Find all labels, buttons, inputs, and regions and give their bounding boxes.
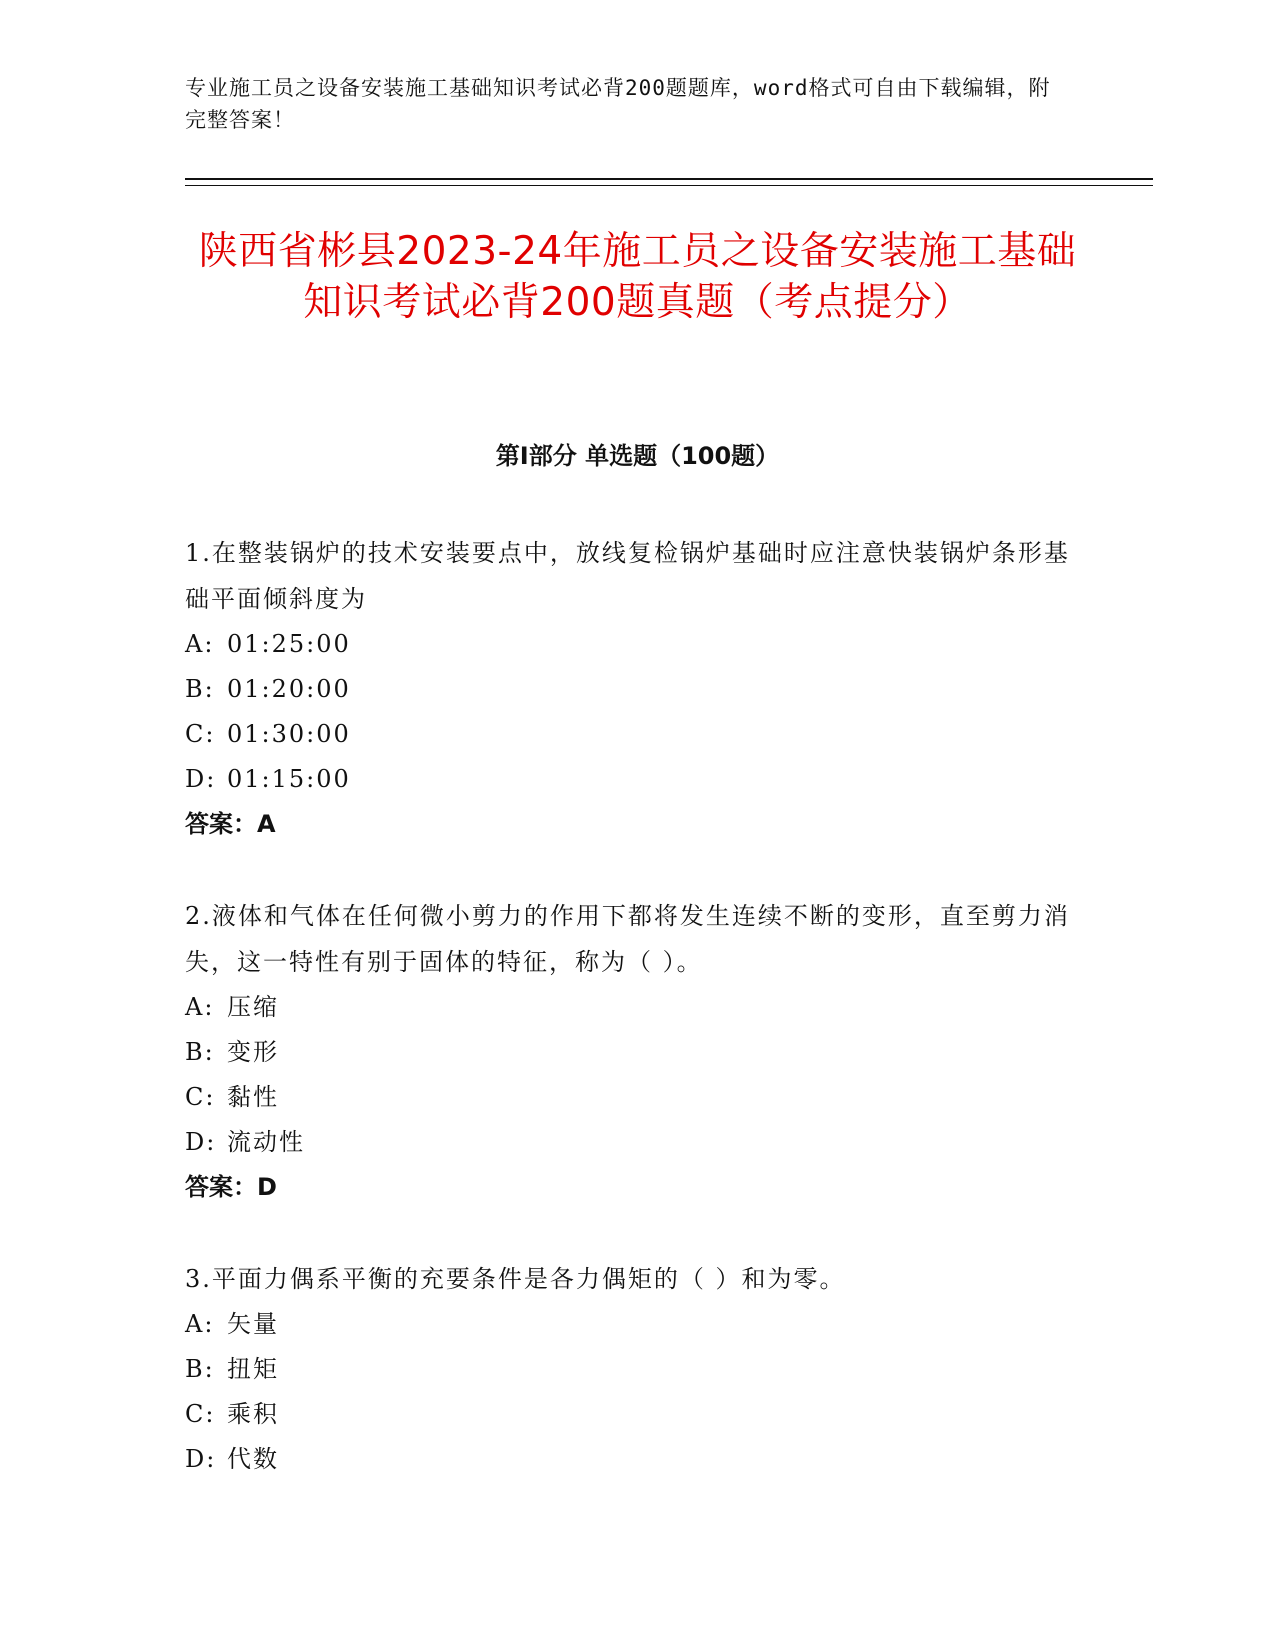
option-text: 乘积	[227, 1400, 279, 1428]
question-2	[185, 893, 1075, 1210]
option-letter: C:	[185, 1083, 216, 1111]
option-letter: C:	[185, 1400, 216, 1428]
option-text: 扭矩	[227, 1355, 279, 1383]
option-text: 01:15:00	[227, 765, 351, 793]
option-text: 01:25:00	[227, 630, 351, 658]
document-title: 陕西省彬县2023-24年施工员之设备安装施工基础知识考试必背200题真题（考点提分）	[198, 229, 1077, 325]
option-text: 压缩	[227, 993, 279, 1021]
option-d	[185, 757, 1075, 802]
option-a	[185, 1302, 1075, 1347]
option-c	[185, 1075, 1075, 1120]
question-3	[185, 1256, 1075, 1482]
option-letter: A:	[185, 993, 215, 1021]
option-a	[185, 985, 1075, 1030]
option-text: 流动性	[227, 1128, 305, 1156]
option-text: 矢量	[227, 1310, 279, 1338]
option-letter: D:	[185, 765, 217, 793]
header-note: 专业施工员之设备安装施工基础知识考试必背200题题库，word格式可自由下载编辑，附完整答案！	[185, 76, 1051, 132]
option-b	[185, 1030, 1075, 1075]
option-letter: D:	[185, 1128, 217, 1156]
option-letter: A:	[185, 630, 215, 658]
option-letter: C:	[185, 720, 216, 748]
question-stem: 2.液体和气体在任何微小剪力的作用下都将发生连续不断的变形，直至剪力消失，这一特性有别于固体的特征，称为（ ）。	[185, 902, 1070, 976]
option-letter: A:	[185, 1310, 215, 1338]
option-b	[185, 667, 1075, 712]
option-c	[185, 712, 1075, 757]
answer-line: 答案：D	[185, 1173, 277, 1201]
option-letter: B:	[185, 1038, 215, 1066]
option-c	[185, 1392, 1075, 1437]
question-stem: 1.在整装锅炉的技术安装要点中，放线复检锅炉基础时应注意快装锅炉条形基础平面倾斜度为	[185, 539, 1070, 613]
header-divider-thick	[185, 178, 1153, 180]
answer-line: 答案：A	[185, 810, 276, 838]
option-text: 01:30:00	[227, 720, 351, 748]
option-letter: D:	[185, 1445, 217, 1473]
question-1	[185, 530, 1075, 847]
option-text: 变形	[227, 1038, 279, 1066]
header-divider-thin	[185, 185, 1153, 186]
section-heading: 第I部分 单选题（100题）	[495, 442, 780, 470]
option-text: 01:20:00	[227, 675, 351, 703]
option-text: 代数	[227, 1445, 279, 1473]
option-d	[185, 1120, 1075, 1165]
option-b	[185, 1347, 1075, 1392]
option-letter: B:	[185, 675, 215, 703]
option-text: 黏性	[227, 1083, 279, 1111]
option-letter: B:	[185, 1355, 215, 1383]
question-list	[185, 530, 1075, 1528]
option-d	[185, 1437, 1075, 1482]
option-a	[185, 622, 1075, 667]
question-stem: 3.平面力偶系平衡的充要条件是各力偶矩的（ ）和为零。	[185, 1265, 846, 1293]
